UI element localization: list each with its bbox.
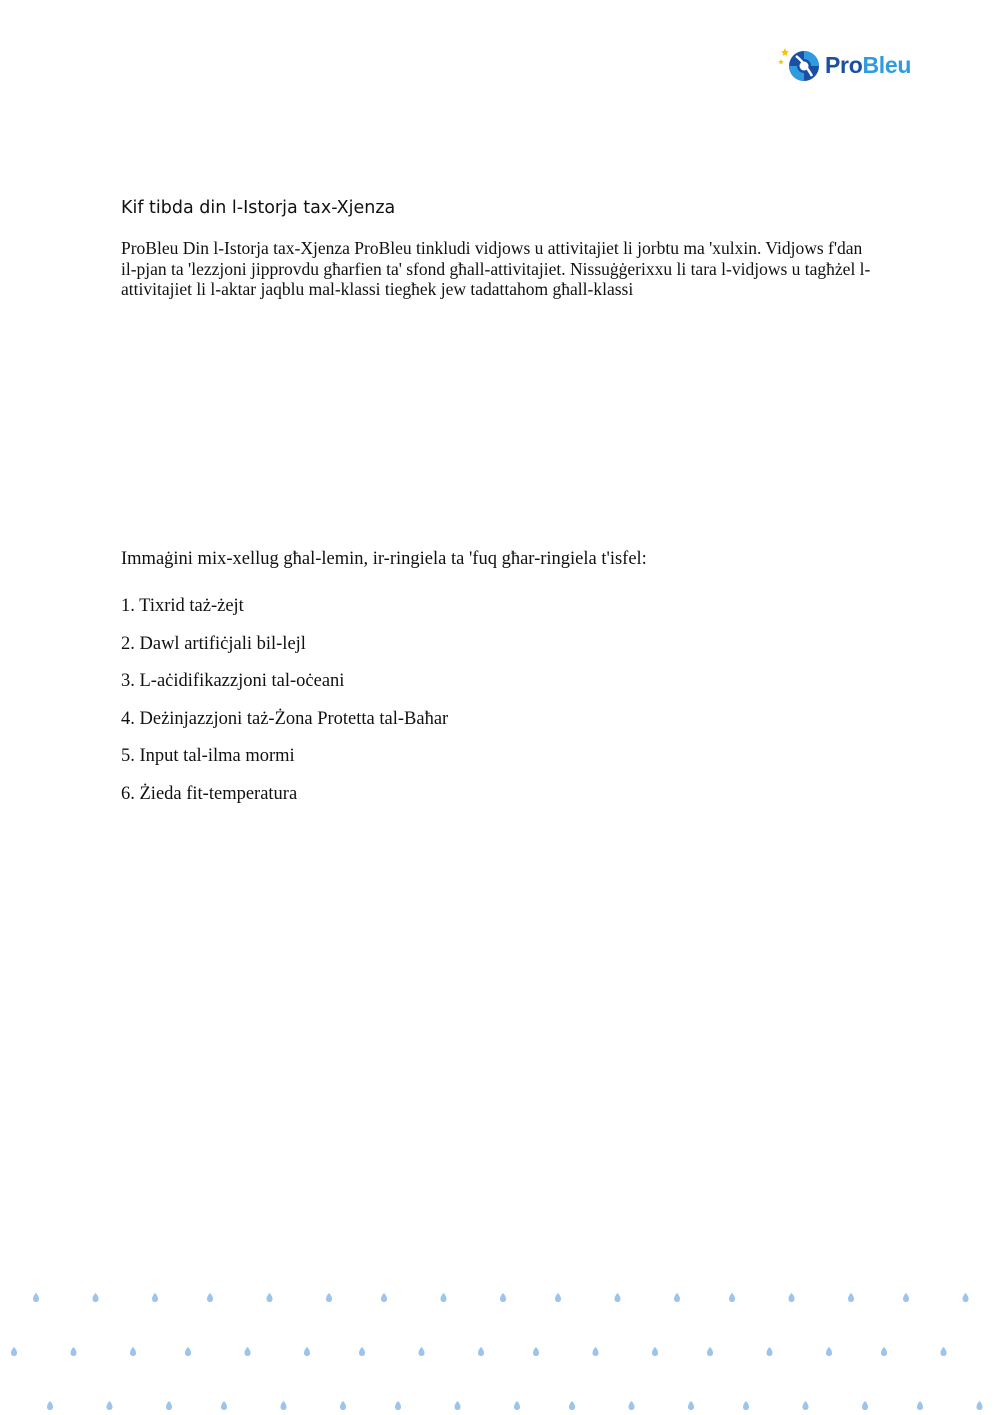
raindrop-icon [707, 1347, 713, 1356]
intro-paragraph: ProBleu Din l-Istorja tax-Xjenza ProBleu tinkludi vidjows u attivitajiet li jorbtu ma 'xulxin. Vidjows f'dan il-pjan ta 'lezzjoni jipprovdu għarfien ta' sfond għall-attivitajiet. Nissuġġerixxu li tara l-vidjows u tagħżel l-attivitajiet li l-aktar jaqblu mal-klassi tiegħek jew tadattahom għall-klassi [121, 238, 871, 299]
raindrop-icon [340, 1401, 346, 1410]
raindrop-icon [500, 1293, 506, 1302]
raindrop-icon [221, 1401, 227, 1410]
list-item: 5. Input tal-ilma mormi [121, 746, 295, 767]
raindrop-icon [789, 1293, 795, 1302]
image-order-prompt: Immaġini mix-xellug għal-lemin, ir-ringiela ta 'fuq għar-ringiela t'isfel: [121, 549, 647, 569]
raindrop-icon [152, 1293, 158, 1302]
raindrop-icon [395, 1401, 401, 1410]
raindrop-icon [615, 1293, 621, 1302]
raindrop-icon [359, 1347, 365, 1356]
raindrop-icon [593, 1347, 599, 1356]
raindrop-icon [977, 1401, 983, 1410]
probleu-swirl-icon [778, 44, 822, 86]
raindrop-icon [629, 1401, 635, 1410]
raindrop-icon [419, 1347, 425, 1356]
raindrop-icon [245, 1347, 251, 1356]
image-caption-list [121, 594, 448, 820]
section-heading: Kif tibda din l-Istorja tax-Xjenza [121, 198, 396, 218]
raindrop-icon [569, 1401, 575, 1410]
raindrop-icon [729, 1293, 735, 1302]
raindrop-icon [862, 1401, 868, 1410]
raindrop-icon [441, 1293, 447, 1302]
raindrop-icon [963, 1293, 969, 1302]
raindrop-icon [326, 1293, 332, 1302]
raindrop-icon [533, 1347, 539, 1356]
raindrop-icon [478, 1347, 484, 1356]
raindrop-icon [304, 1347, 310, 1356]
raindrop-icon [185, 1347, 191, 1356]
raindrop-icon [688, 1401, 694, 1410]
raindrop-icon [207, 1293, 213, 1302]
raindrop-icon [11, 1347, 17, 1356]
raindrop-icon [917, 1401, 923, 1410]
raindrop-icon [267, 1293, 273, 1302]
logo-wordmark: ProBleu [825, 51, 912, 78]
raindrop-icon [166, 1401, 172, 1410]
raindrop-icon [652, 1347, 658, 1356]
list-item: 2. Dawl artifiċjali bil-lejl [121, 633, 306, 654]
raindrop-icon [903, 1293, 909, 1302]
raindrop-icon [743, 1401, 749, 1410]
raindrop-icon [93, 1293, 99, 1302]
raindrop-icon [826, 1347, 832, 1356]
raindrop-icon [33, 1293, 39, 1302]
raindrop-icon [130, 1347, 136, 1356]
list-item: 6. Żieda fit-temperatura [121, 783, 298, 804]
raindrop-icon [848, 1293, 854, 1302]
raindrop-icon [47, 1401, 53, 1410]
raindrop-icon [674, 1293, 680, 1302]
raindrop-icon [514, 1401, 520, 1410]
list-item: 3. L-aċidifikazzjoni tal-oċeani [121, 671, 345, 692]
raindrop-icon [107, 1401, 113, 1410]
raindrop-icon [555, 1293, 561, 1302]
probleu-logo [778, 44, 923, 86]
list-item: 4. Deżinjazzjoni taż-Żona Protetta tal-Baħar [121, 708, 449, 729]
raindrop-icon [281, 1401, 287, 1410]
raindrop-icon [881, 1347, 887, 1356]
raindrop-pattern [0, 1280, 1000, 1415]
raindrop-icon [941, 1347, 947, 1356]
raindrop-icon [803, 1401, 809, 1410]
list-item: 1. Tixrid taż-żejt [121, 596, 244, 616]
raindrop-icon [767, 1347, 773, 1356]
raindrop-icon [71, 1347, 77, 1356]
raindrop-icon [455, 1401, 461, 1410]
raindrop-icon [381, 1293, 387, 1302]
